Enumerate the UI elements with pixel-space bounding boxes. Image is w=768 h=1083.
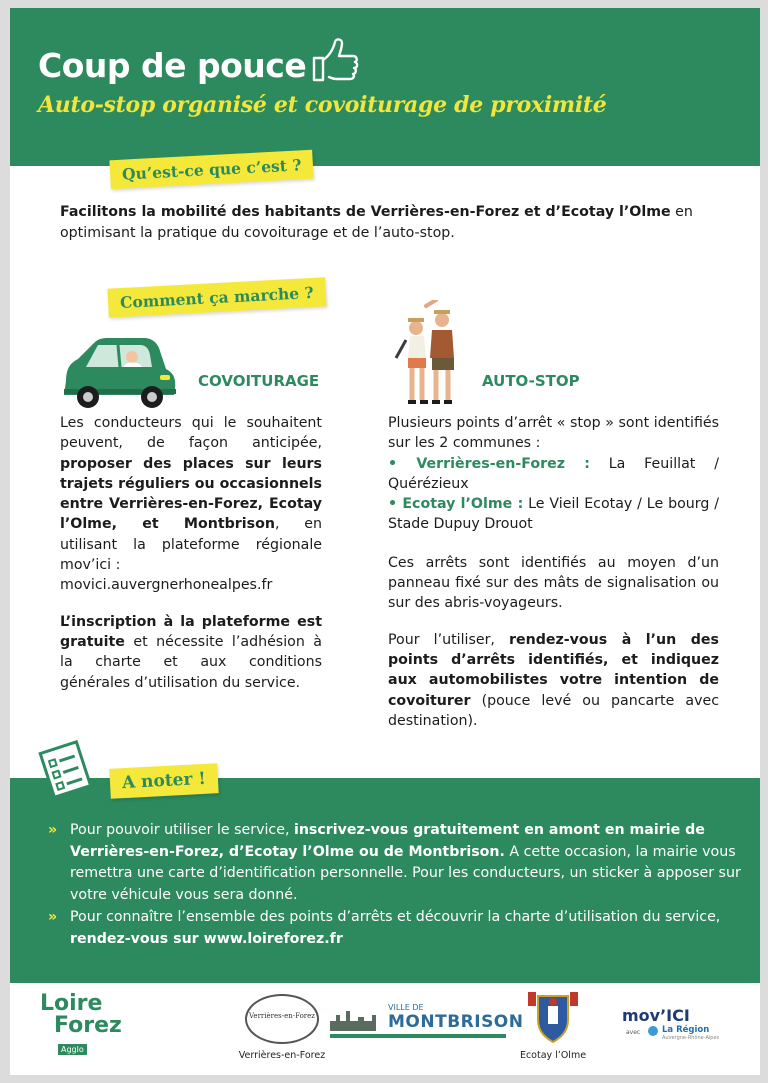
ecotay-crest-icon bbox=[526, 990, 580, 1044]
header-band bbox=[10, 8, 760, 166]
page-subtitle: Auto-stop organisé et covoiturage de proximité bbox=[38, 92, 607, 118]
movici-text: mov’ICI bbox=[622, 1006, 690, 1025]
ecotay-caption: Ecotay l’Olme bbox=[519, 1050, 587, 1061]
movici-by: avec bbox=[626, 1029, 641, 1036]
page-title: Coup de pouce bbox=[38, 46, 307, 85]
verrieres-seal-text: Verrières-en-Forez bbox=[249, 1012, 315, 1020]
montbrison-underline bbox=[330, 1034, 506, 1038]
ecotay-logo bbox=[518, 990, 588, 1068]
montbrison-small: VILLE DE bbox=[388, 1003, 424, 1012]
autostop-list-item-2 bbox=[388, 494, 719, 535]
autostop-list-item-1 bbox=[388, 454, 719, 495]
note2-b[interactable]: rendez-vous sur www.loireforez.fr bbox=[70, 930, 343, 947]
intro-bold: Facilitons la mobilité des habitants de Verrières-en-Forez et d’Ecotay l’Olme bbox=[60, 204, 671, 220]
note-item-2 bbox=[48, 907, 760, 950]
autostop-p3-c: (pouce levé ou pancarte avec destination). bbox=[388, 692, 719, 729]
autostop-p3-a: Pour l’utiliser, bbox=[388, 631, 510, 648]
covoiturage-paragraph-2 bbox=[60, 612, 322, 693]
checklist-icon bbox=[36, 740, 98, 796]
covoiturage-p2-a: L’inscription à la plateforme est gratuite bbox=[60, 613, 322, 650]
region-sub: Auvergne-Rhône-Alpes bbox=[662, 1035, 720, 1041]
autostop-b2-label: • Ecotay l’Olme : bbox=[388, 496, 524, 513]
covoiturage-p2-b: et nécessite l’adhésion à la charte et aux conditions générales d’utilisation du service. bbox=[60, 633, 322, 691]
loire-logo-sub: Agglo bbox=[58, 1044, 87, 1055]
covoiturage-paragraph-1 bbox=[60, 413, 322, 596]
verrieres-seal bbox=[245, 994, 319, 1044]
section-tag-how: Comment ça marche ? bbox=[107, 277, 326, 317]
intro-rest: en optimisant la pratique du covoiturage et de l’auto-stop. bbox=[60, 204, 693, 241]
verrieres-logo bbox=[232, 994, 332, 1064]
covoiturage-p1-a: Les conducteurs qui le souhaitent peuvent, de façon anticipée, bbox=[60, 415, 322, 452]
autostop-paragraph-2: Ces arrêts sont identifiés au moyen d’un panneau fixé sur des mâts de signalisation ou sur des abris-voyageurs. bbox=[388, 554, 719, 612]
loire-logo-line1: Loire bbox=[40, 991, 103, 1016]
note1-c: A cette occasion, la mairie vous remettra une carte d’identification personnelle. Pour les conducteurs, un sticker à apposer sur votre véhicule vous sera donné. bbox=[70, 843, 741, 903]
autostop-b2-text: Le Vieil Ecotay / Le bourg / Stade Dupuy Drouot bbox=[388, 496, 719, 533]
covoiturage-title: COVOITURAGE bbox=[198, 372, 320, 390]
hitchhikers-illustration bbox=[390, 300, 470, 408]
region-text: La Région bbox=[662, 1025, 710, 1035]
bullet-icon: » bbox=[48, 909, 58, 925]
covoiturage-p1-c: , en utilisant la plateforme régionale mov’ici : bbox=[60, 516, 322, 574]
note-item-1 bbox=[48, 820, 760, 906]
loire-logo-line2: Forez bbox=[54, 1013, 122, 1038]
autostop-paragraph-3 bbox=[388, 630, 719, 731]
verrieres-caption: Verrières-en-Forez bbox=[238, 1050, 326, 1061]
note2-a: Pour connaître l’ensemble des points d’arrêts et découvrir la charte d’utilisation du service, bbox=[70, 909, 721, 925]
movici-logo bbox=[622, 1006, 722, 1046]
autostop-b1-label: • Verrières-en-Forez : bbox=[388, 455, 590, 472]
bullet-icon: » bbox=[48, 822, 58, 838]
thumbs-up-icon bbox=[308, 32, 364, 88]
covoiturage-text bbox=[60, 413, 322, 709]
autostop-title: AUTO-STOP bbox=[482, 372, 580, 390]
loire-forez-logo bbox=[40, 993, 130, 1055]
section-tag-note: A noter ! bbox=[109, 763, 218, 799]
montbrison-text: MONTBRISON bbox=[388, 1012, 524, 1032]
autostop-p3-b: rendez-vous à l’un des points d’arrêts identifiés, et indiquez aux automobilistes votre intention de covoiturer bbox=[388, 631, 719, 709]
autostop-text bbox=[388, 413, 719, 747]
movici-url[interactable]: movici.auvergnerhonealpes.fr bbox=[60, 577, 273, 594]
section-tag-what: Qu’est-ce que c’est ? bbox=[109, 150, 314, 190]
note1-a: Pour pouvoir utiliser le service, bbox=[70, 822, 294, 838]
covoiturage-p1-b: proposer des places sur leurs trajets réguliers ou occasionnels entre Verrières-en-Forez, Ecotay l’Olme, et Montbrison bbox=[60, 455, 322, 533]
montbrison-skyline-icon bbox=[330, 1009, 382, 1031]
montbrison-logo bbox=[330, 1003, 524, 1045]
note-list bbox=[48, 820, 760, 951]
region-dot-icon bbox=[648, 1026, 658, 1036]
autostop-b1-text: La Feuillat / Quérézieux bbox=[388, 455, 719, 492]
note1-b: inscrivez-vous gratuitement en amont en mairie de Verrières-en-Forez, d’Ecotay l’Olme ou de Montbrison. bbox=[70, 822, 705, 860]
car-illustration bbox=[60, 333, 178, 411]
flyer-page bbox=[10, 8, 760, 1075]
intro-paragraph bbox=[60, 202, 728, 244]
autostop-paragraph-1: Plusieurs points d’arrêt « stop » sont identifiés sur les 2 communes : bbox=[388, 415, 719, 452]
